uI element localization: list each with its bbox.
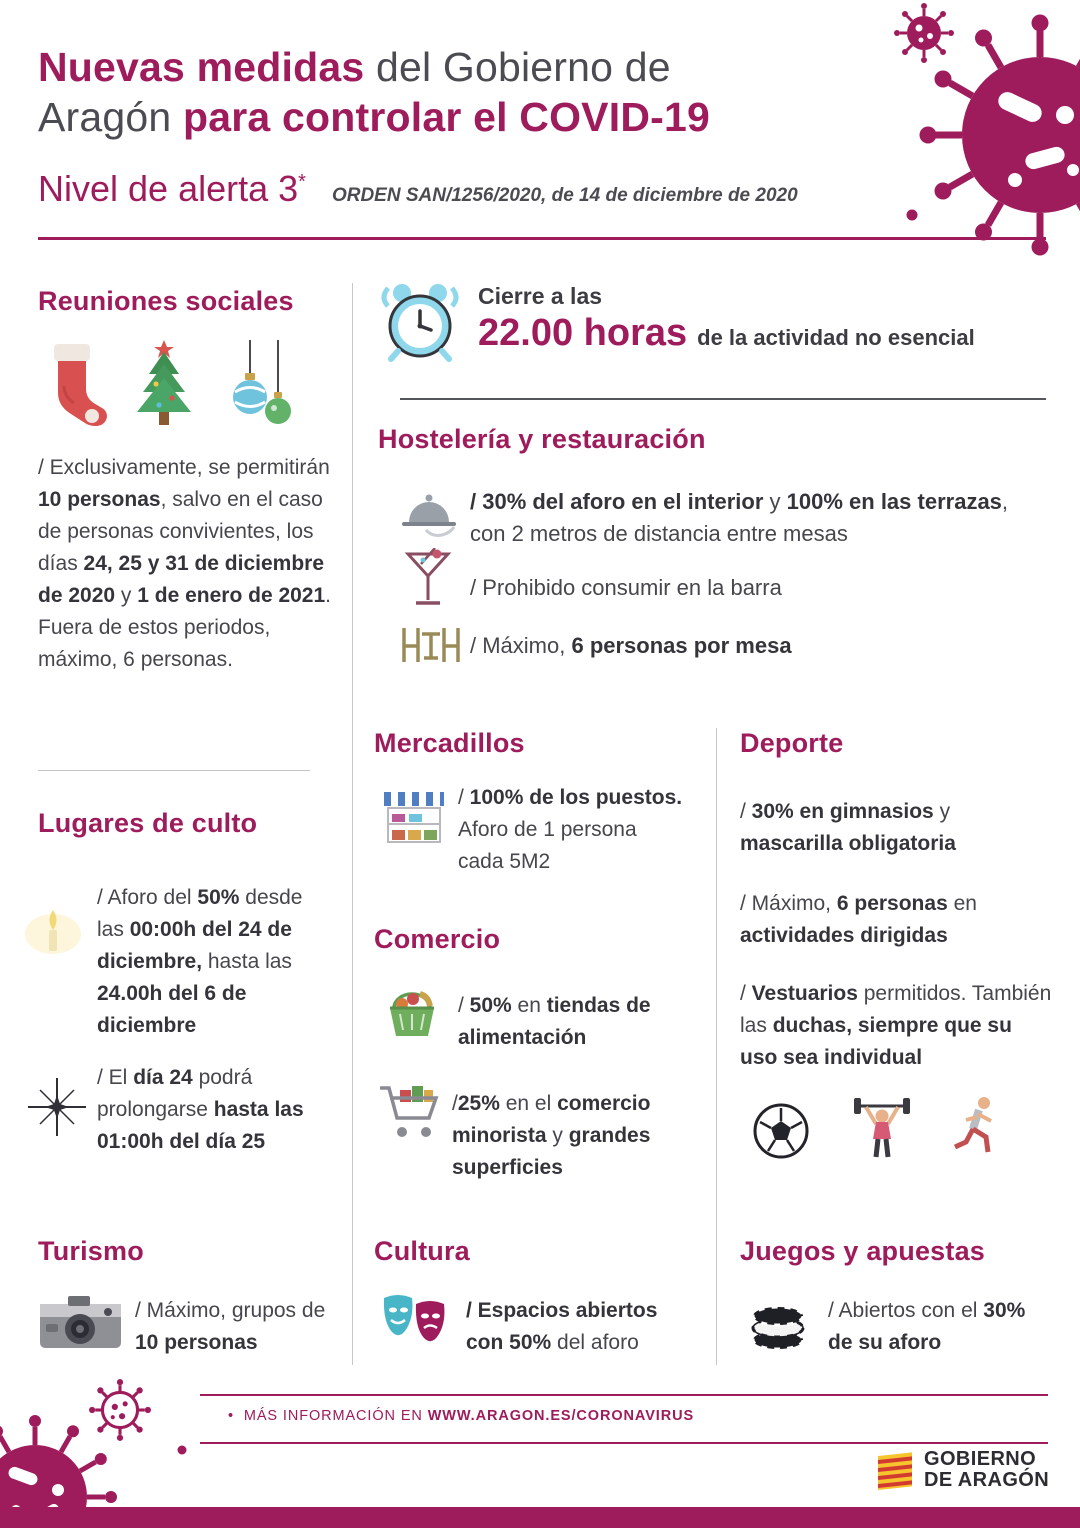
christmas-tree-icon [122, 338, 206, 432]
baubles-icon [220, 340, 300, 432]
closure-banner [478, 283, 1046, 355]
cultura-text: / Espacios abiertos con 50% del aforo [466, 1299, 658, 1354]
gobierno-aragon-logo [878, 1448, 1049, 1492]
poker-chips-icon [748, 1292, 812, 1352]
section-title-mercadillos: Mercadillos [374, 728, 525, 758]
alert-row [38, 168, 798, 210]
section-title-hosteleria: Hostelería y restauración [378, 424, 706, 454]
header-divider [38, 237, 1046, 240]
weightlifting-icon [850, 1094, 914, 1160]
section-title-culto: Lugares de culto [38, 808, 258, 838]
virus-icon-large [905, 10, 1080, 270]
footer-url: WWW.ARAGON.ES/CORONAVIRUS [427, 1408, 695, 1424]
section-title-deporte: Deporte [740, 728, 844, 758]
closure-time: 22.00 horas [478, 312, 688, 354]
camera-icon [38, 1292, 123, 1352]
table-chairs-icon [398, 620, 464, 670]
mercadillos-text: / 100% de los puestos. Aforo de 1 persona cada 5M2 [458, 786, 683, 873]
cocktail-icon [404, 548, 452, 612]
closure-divider [400, 398, 1046, 400]
deporte-item-2-text: / Máximo, 6 personas en actividades dirigidas [740, 892, 977, 947]
section-title-reuniones: Reuniones sociales [38, 286, 294, 316]
turismo-text: / Máximo, grupos de 10 personas [135, 1299, 326, 1354]
grocery-basket-icon [382, 984, 442, 1042]
sparkle-star-icon [28, 1078, 86, 1136]
running-icon [948, 1094, 1006, 1160]
market-stall-icon [382, 788, 446, 848]
section-title-comercio: Comercio [374, 924, 501, 954]
hosteleria-item-1-text: / 30% del aforo en el interior y 100% en las terrazas, con 2 metros de distancia entre mesas [470, 489, 1009, 546]
order-reference: ORDEN SAN/1256/2020, de 14 de diciembre de 2020 [331, 185, 798, 206]
hosteleria-item-3-text: / Máximo, 6 personas por mesa [470, 633, 792, 658]
juegos-text: / Abiertos con el 30% de su aforo [828, 1299, 1026, 1354]
page-title [38, 42, 878, 142]
left-divider [38, 770, 310, 771]
closure-intro: Cierre a las [478, 283, 603, 309]
comercio-item-2-text: /25% en el comercio minorista y grandes superficies [452, 1092, 651, 1179]
culto-item-1-text: / Aforo del 50% desde las 00:00h del 24 de diciembre, hasta las 24.00h del 6 de diciembre [97, 886, 303, 1037]
deporte-item-1-text: / 30% en gimnasios y mascarilla obligatoria [740, 800, 956, 855]
reuniones-text: / Exclusivamente, se permitirán 10 personas, salvo en el caso de personas convivientes, los días 24, 25 y 31 de diciembre de 2020 y 1 de enero de 2021. Fuera de estos periodos, máximo, 6 personas. [38, 456, 332, 671]
closure-suffix: de la actividad no esencial [697, 325, 975, 350]
title-accent-2: para controlar el COVID-19 [183, 94, 710, 140]
column-divider-right [716, 728, 717, 1365]
virus-dot [176, 1444, 188, 1456]
alert-asterisk: * [298, 171, 306, 193]
alarm-clock-icon [378, 280, 462, 364]
soccer-ball-icon [752, 1102, 810, 1160]
deporte-item-3-text: / Vestuarios permitidos. También las duchas, siempre que su uso sea individual [740, 982, 1052, 1069]
christmas-stocking-icon [40, 340, 108, 432]
comercio-item-1-text: / 50% en tiendas de alimentación [458, 994, 651, 1049]
culto-item-2-text: / El día 24 podrá prolongarse hasta las 01:00h del día 25 [97, 1066, 304, 1153]
candle-icon [22, 902, 84, 960]
virus-dot [905, 208, 919, 222]
title-accent-1: Nuevas medidas [38, 44, 365, 90]
footer-info [228, 1408, 694, 1424]
shopping-cart-icon [378, 1082, 444, 1142]
footer-info-text: MÁS INFORMACIÓN EN [243, 1408, 428, 1424]
footer-bottom-line [200, 1442, 1048, 1444]
hosteleria-item-2-text: / Prohibido consumir en la barra [470, 575, 782, 600]
section-title-turismo: Turismo [38, 1236, 144, 1266]
title-regular-1: del Gobierno de [364, 44, 671, 90]
footer-top-line [200, 1394, 1048, 1396]
title-regular-2: Aragón [38, 94, 184, 140]
column-divider-left [352, 283, 353, 1365]
bottom-bar [0, 1507, 1080, 1528]
logo-text [924, 1449, 1049, 1491]
aragon-flag-icon [878, 1448, 914, 1492]
cloche-icon [398, 488, 460, 540]
christmas-icons-row [40, 338, 300, 432]
logo-line-2: DE ARAGÓN [924, 1469, 1050, 1491]
section-title-cultura: Cultura [374, 1236, 470, 1266]
section-title-juegos: Juegos y apuestas [740, 1236, 986, 1266]
alert-level: Nivel de alerta 3* [38, 168, 306, 209]
footer-bullet: • [228, 1408, 234, 1424]
logo-line-1: GOBIERNO [924, 1448, 1037, 1470]
theater-masks-icon [380, 1292, 452, 1350]
